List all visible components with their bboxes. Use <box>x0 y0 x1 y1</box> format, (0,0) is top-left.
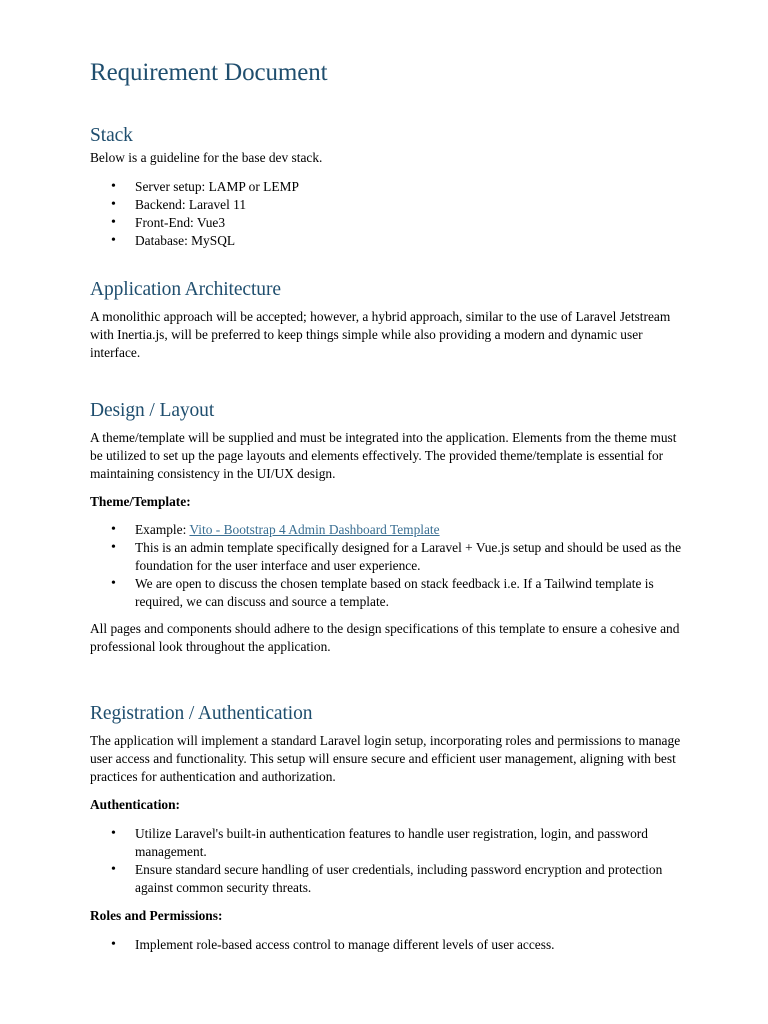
design-heading: Design / Layout <box>90 400 215 421</box>
list-item: • We are open to discuss the chosen template based on stack feedback i.e. If a Tailwind template is required, we can discuss and source a template. <box>90 575 688 611</box>
stack-heading: Stack <box>90 125 133 146</box>
roles-subheading: Roles and Permissions: <box>90 908 223 923</box>
list-item: • Backend: Laravel 11 <box>90 196 688 214</box>
architecture-heading: Application Architecture <box>90 279 281 300</box>
list-item: • Ensure standard secure handling of user credentials, including password encryption and protection against common security threats. <box>90 861 688 897</box>
authentication-list <box>90 825 688 897</box>
auth-body: The application will implement a standard Laravel login setup, incorporating roles and permissions to manage user access and functionality. This setup will ensure secure and efficient user management, aligning with best practices for authentication and authorization. <box>90 733 681 784</box>
list-item: • Front-End: Vue3 <box>90 214 688 232</box>
roles-list <box>90 936 688 954</box>
auth-heading: Registration / Authentication <box>90 703 313 724</box>
architecture-body: A monolithic approach will be accepted; however, a hybrid approach, similar to the use of Laravel Jetstream with Inertia.js, will be preferred to keep things simple while also providing a modern and dynamic user interface. <box>90 309 671 360</box>
document-title: Requirement Document <box>90 59 328 86</box>
authentication-subheading: Authentication: <box>90 797 181 812</box>
list-item: • Utilize Laravel's built-in authentication features to handle user registration, login, and password management. <box>90 825 688 861</box>
list-item <box>90 521 688 539</box>
theme-template-subheading: Theme/Template: <box>90 494 191 509</box>
list-item: • Database: MySQL <box>90 232 688 250</box>
stack-intro: Below is a guideline for the base dev stack. <box>90 150 323 165</box>
template-link[interactable]: Vito - Bootstrap 4 Admin Dashboard Template <box>189 522 440 537</box>
list-item: • Implement role-based access control to manage different levels of user access. <box>90 936 688 954</box>
design-closing: All pages and components should adhere to the design specifications of this template to ensure a cohesive and professional look throughout the application. <box>90 621 680 654</box>
design-body: A theme/template will be supplied and must be integrated into the application. Elements from the theme must be utilized to set up the page layouts and elements effectively. The provided theme/template is essential for maintaining consistency in the UI/UX design. <box>90 430 677 481</box>
example-prefix: Example: <box>135 522 190 537</box>
theme-template-list <box>90 521 688 611</box>
stack-list <box>90 178 688 250</box>
list-item: • Server setup: LAMP or LEMP <box>90 178 688 196</box>
list-item: • This is an admin template specifically designed for a Laravel + Vue.js setup and should be used as the foundation for the user interface and user experience. <box>90 539 688 575</box>
